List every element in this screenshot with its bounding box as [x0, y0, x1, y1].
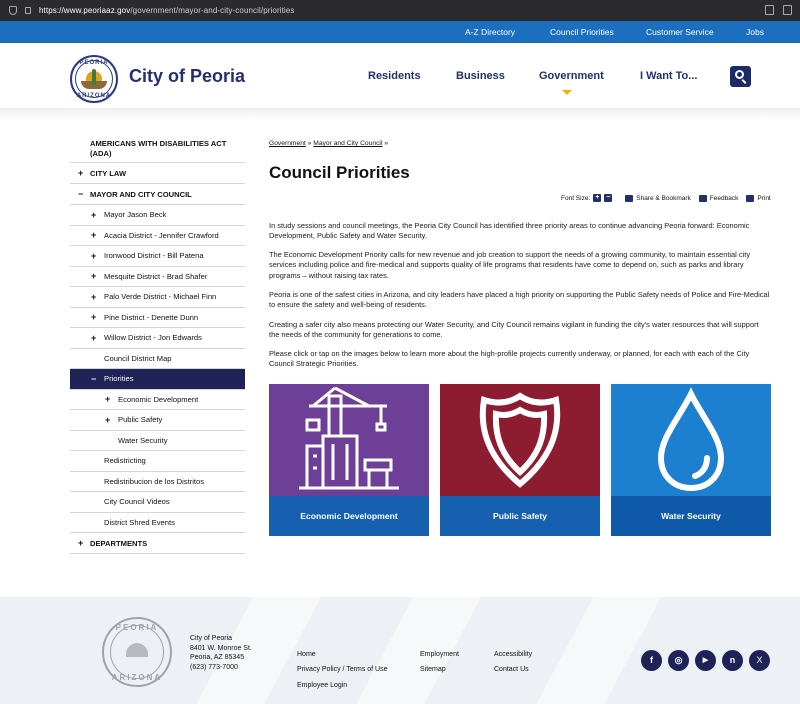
instagram-icon[interactable]: ◎ [668, 650, 689, 671]
page-title: Council Priorities [269, 163, 410, 182]
card-water-security[interactable] [611, 384, 771, 536]
sidebar-item-mayor[interactable]: + Mayor Jason Beck [70, 205, 245, 226]
active-nav-indicator [562, 90, 572, 95]
footer-link-home[interactable]: Home [297, 651, 316, 658]
print-icon [746, 195, 754, 202]
card-label: Economic Development [269, 496, 429, 536]
nextdoor-icon[interactable]: n [722, 650, 743, 671]
sidebar-item-ironwood[interactable]: + Ironwood District - Bill Patena [70, 246, 245, 267]
sidebar-item-departments[interactable]: + DEPARTMENTS [70, 533, 245, 554]
nav-i-want-to[interactable]: I Want To... [640, 70, 698, 82]
sidebar-item-city-law[interactable]: + CITY LAW [70, 163, 245, 184]
card-economic-development[interactable] [269, 384, 429, 536]
footer-link-employee-login[interactable]: Employee Login [297, 682, 348, 689]
sidebar-item-water-security[interactable]: Water Security [70, 431, 245, 452]
feedback-icon [699, 195, 707, 202]
sidebar-item-palo-verde[interactable]: + Palo Verde District - Michael Finn [70, 287, 245, 308]
intro-paragraph: In study sessions and council meetings, the Peoria City Council has identified three priority areas to continue advancing Peoria forward: Economic Development, Public Safety and Water Security. [269, 221, 750, 241]
nav-business[interactable]: Business [456, 70, 505, 82]
font-size-label: Font Size: [561, 194, 591, 202]
footer-address: City of Peoria 8401 W. Monroe St. Peoria, AZ 85345 (623) 773-7000 [190, 635, 252, 671]
section-sidebar [70, 134, 245, 554]
card-public-safety[interactable] [440, 384, 600, 536]
footer-link-contact[interactable]: Contact Us [494, 666, 529, 673]
breadcrumb: Government » Mayor and City Council » [269, 140, 388, 147]
expand-icon: + [105, 394, 111, 405]
sidebar-item-public-safety[interactable]: + Public Safety [70, 410, 245, 431]
footer-link-sitemap[interactable]: Sitemap [420, 666, 446, 673]
expand-icon: + [91, 271, 97, 282]
sidebar-item-district-map[interactable]: Council District Map [70, 349, 245, 370]
card-label: Water Security [611, 496, 771, 536]
nav-government[interactable]: Government [539, 70, 604, 82]
sidebar-item-mayor-council[interactable]: − MAYOR AND CITY COUNCIL [70, 184, 245, 205]
search-icon [735, 70, 744, 79]
sidebar-item-council-videos[interactable]: City Council Videos [70, 492, 245, 513]
construction-crane-icon [269, 384, 429, 496]
expand-icon: + [105, 414, 111, 425]
breadcrumb-government[interactable]: Government [269, 140, 306, 147]
expand-icon: + [78, 168, 84, 178]
share-bookmark-link[interactable]: Share & Bookmark [636, 194, 691, 202]
lock-icon [25, 7, 31, 14]
page-tools [561, 194, 771, 202]
expand-icon: + [91, 291, 97, 302]
nav-residents[interactable]: Residents [368, 70, 421, 82]
footer-link-accessibility[interactable]: Accessibility [494, 651, 533, 658]
reader-view-icon[interactable] [765, 5, 774, 15]
youtube-icon[interactable]: ▶ [695, 650, 716, 671]
city-seal-logo[interactable]: PEORIA ARIZONA [70, 55, 118, 103]
search-button[interactable] [730, 66, 751, 87]
font-decrease-button[interactable]: − [606, 194, 611, 201]
sidebar-item-redistricting[interactable]: Redistricting [70, 451, 245, 472]
utility-link-jobs[interactable]: Jobs [746, 27, 764, 37]
share-icon [625, 195, 633, 202]
expand-icon: + [78, 538, 84, 548]
site-footer [0, 597, 800, 704]
expand-icon: + [91, 250, 97, 261]
shield-badge-icon [440, 384, 600, 496]
x-icon[interactable]: X [749, 650, 770, 671]
feedback-link[interactable]: Feedback [709, 194, 739, 202]
sidebar-item-mesquite[interactable]: + Mesquite District - Brad Shafer [70, 267, 245, 288]
utility-link-customer-service[interactable]: Customer Service [646, 27, 714, 37]
print-link[interactable]: Print [757, 194, 771, 202]
priority-cards [269, 384, 771, 536]
expand-icon: + [91, 332, 97, 343]
footer-link-privacy[interactable]: Privacy Policy / Terms of Use [297, 666, 388, 673]
utility-nav [0, 21, 800, 43]
font-increase-button[interactable]: + [595, 194, 600, 201]
facebook-icon[interactable]: f [641, 650, 662, 671]
sidebar-item-economic-development[interactable]: + Economic Development [70, 390, 245, 411]
utility-link-az-directory[interactable]: A-Z Directory [465, 27, 516, 37]
sidebar-item-ada[interactable]: AMERICANS WITH DISABILITIES ACT (ADA) [70, 134, 245, 163]
browser-toolbar [0, 0, 800, 21]
expand-icon: + [91, 312, 97, 323]
utility-link-council-priorities[interactable]: Council Priorities [550, 27, 614, 37]
footer-seal-logo[interactable]: PEORIA ARIZONA [102, 617, 172, 687]
water-drop-icon [611, 384, 771, 496]
sidebar-item-shred-events[interactable]: District Shred Events [70, 513, 245, 534]
address-bar[interactable]: https://www.peoriaaz.gov/government/mayor-and-city-council/priorities [39, 6, 295, 15]
sidebar-item-redistribucion[interactable]: Redistribucion de los Distritos [70, 472, 245, 493]
card-label: Public Safety [440, 496, 600, 536]
collapse-icon: − [78, 189, 84, 199]
main-content [269, 140, 771, 521]
expand-icon: + [91, 209, 97, 220]
expand-icon: + [91, 230, 97, 241]
footer-phone[interactable]: (623) 773-7000 [190, 663, 238, 671]
breadcrumb-mayor-council[interactable]: Mayor and City Council [313, 140, 383, 147]
footer-link-employment[interactable]: Employment [420, 651, 459, 658]
sidebar-item-willow[interactable]: + Willow District - Jon Edwards [70, 328, 245, 349]
site-brand[interactable]: City of Peoria [129, 66, 246, 86]
bookmark-icon[interactable] [783, 5, 792, 15]
sidebar-item-priorities[interactable]: − Priorities [70, 369, 245, 390]
sidebar-item-acacia[interactable]: + Acacia District - Jennifer Crawford [70, 226, 245, 247]
economic-paragraph: The Economic Development Priority calls for new revenue and job creation to support the needs of a growing community, to maintain essential city services including police and fire-medical and supports quality of life programs that residents have come to depend on, such as parks and library programs – without raising tax rates. [269, 250, 751, 280]
site-header [0, 43, 800, 108]
safety-paragraph: Peoria is one of the safest cities in Arizona, and city leaders have placed a high priority on supporting the Public Safety needs of Police and Fire-Medical to ensure the safety and well-being of residents. [269, 290, 770, 310]
cta-paragraph: Please click or tap on the images below to learn more about the high-profile projects currently underway, or planned, for each with each of the City Council Strategic Priorities. [269, 349, 750, 369]
collapse-icon: − [91, 373, 97, 384]
shield-icon[interactable] [9, 6, 17, 15]
water-paragraph: Creating a safer city also means protecting our Water Security, and City Council remains vigilant in funding the city's water resources that will support the needs of the community for generations to come. [269, 320, 759, 340]
sidebar-item-pine[interactable]: + Pine District - Denette Dunn [70, 308, 245, 329]
